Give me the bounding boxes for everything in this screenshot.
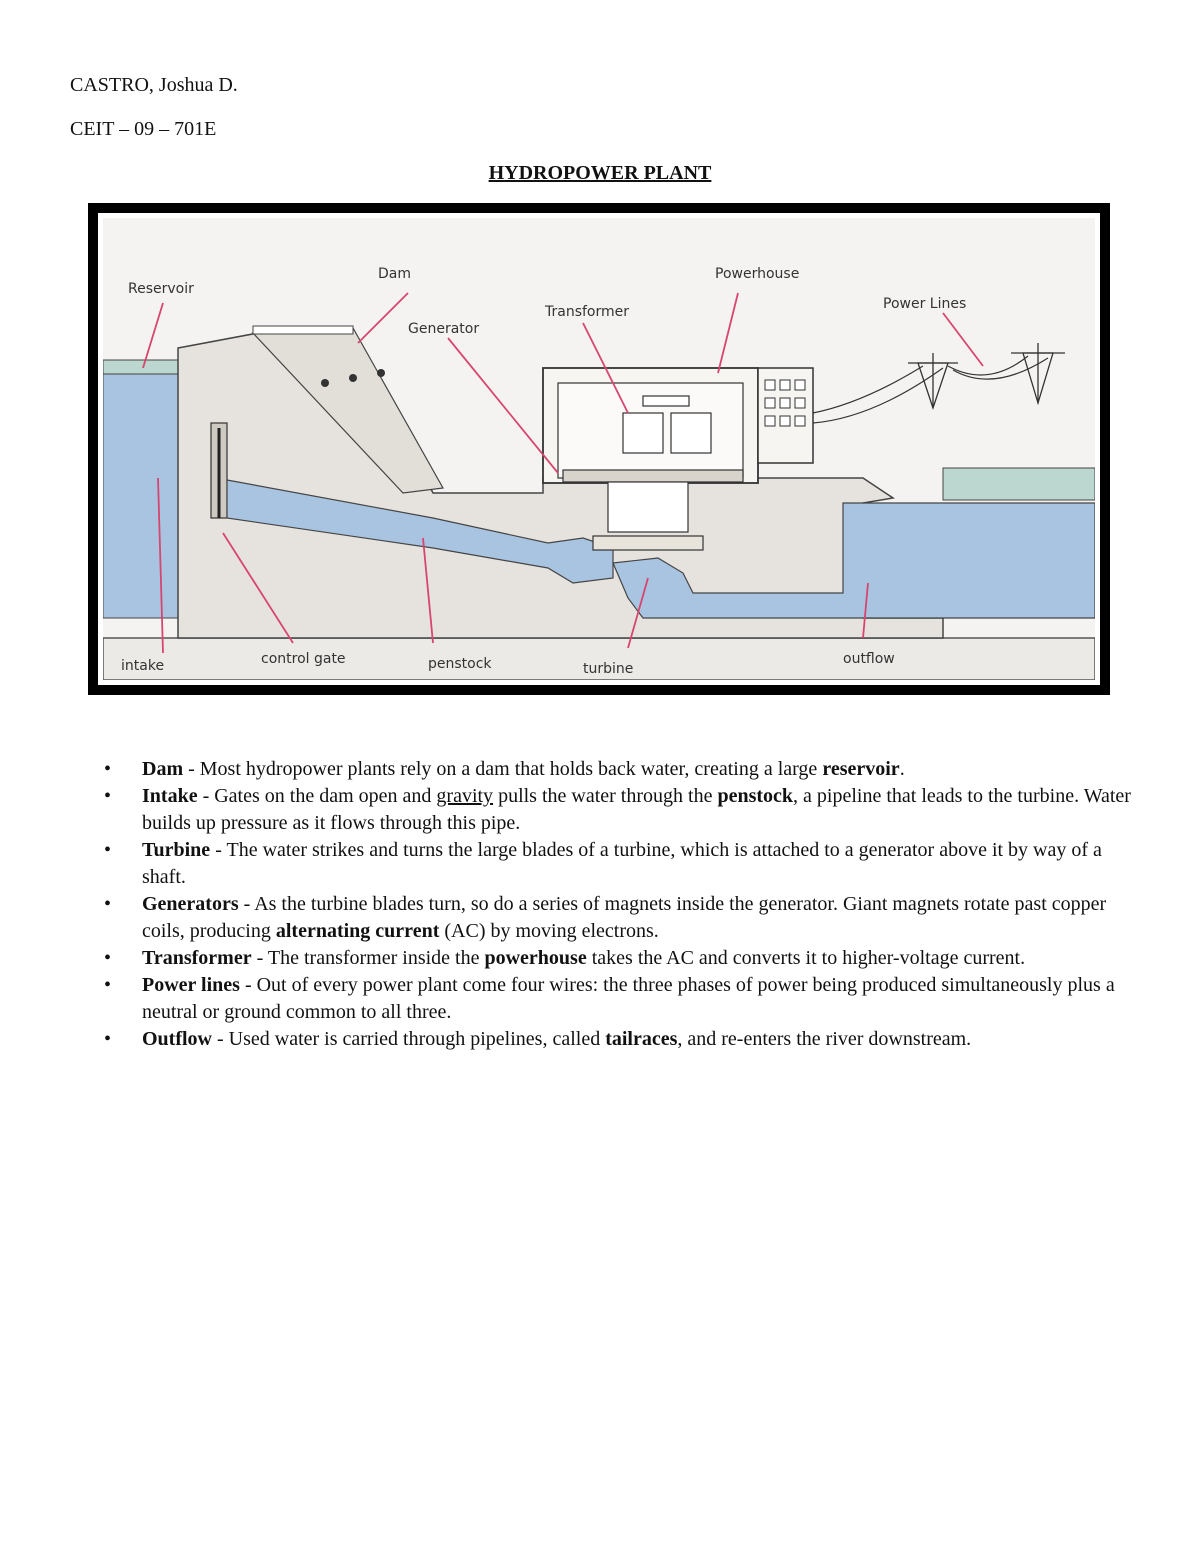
power-line [948,356,1028,375]
definition [142,974,1115,1023]
text-run: (AC) by moving electrons. [439,920,659,942]
key-term: alternating current [275,920,440,942]
text-run: . [899,758,905,780]
bullet-generators [102,891,1132,945]
definition [142,785,1131,834]
power-line [953,358,1048,379]
page-title: HYDROPOWER PLANT [488,162,712,184]
bullet-turbine [102,837,1132,891]
key-term: tailraces [605,1028,678,1050]
text-run: - Out of every power plant come four wires: the three phases of power being produced simultaneously plus a neutral or ground common to all three. [142,974,1115,1023]
bullet-dam [102,756,1132,783]
text-run: - As the turbine blades turn, so do a series of magnets inside the generator. Giant magnets rotate past copper coils, producing [142,893,1107,942]
label-penstock: penstock [428,656,492,672]
definition [183,758,905,780]
power-line [813,366,923,413]
label-reservoir: Reservoir [128,281,194,297]
term: Power lines [142,974,240,996]
spillway-hole [377,369,385,377]
author-name: CASTRO, Joshua D. [70,74,238,96]
label-generator: Generator [408,321,480,337]
text-run: - The water strikes and turns the large blades of a turbine, which is attached to a generator above it by way of a shaft. [142,839,1102,888]
label-transformer: Transformer [545,304,630,320]
label-turbine: turbine [583,661,634,677]
bullet-intake [102,783,1132,837]
turbine-blades [593,536,703,550]
label-outflow: outflow [843,651,895,667]
transformer-unit [623,413,663,453]
dam-top-railing [253,326,353,334]
bullet-outflow [102,1026,1132,1053]
spillway-hole [349,374,357,382]
bullet-transformer [102,945,1132,972]
term: Intake [142,785,198,807]
key-term: gravity [436,785,494,807]
definition [212,1028,971,1050]
label-control-gate: control gate [261,651,346,667]
transformer-top [643,396,689,406]
label-power-lines: Power Lines [883,296,967,312]
term: Outflow [142,1028,212,1050]
definitions-list [102,756,1132,1053]
text-run: - The transformer inside the [251,947,485,969]
bullet-power-lines [102,972,1132,1026]
transformer-unit [671,413,711,453]
text-run: - Used water is carried through pipelines, called [212,1028,606,1050]
course-code: CEIT – 09 – 701E [70,118,217,140]
key-term: penstock [717,785,794,807]
term: Generators [142,893,239,915]
turbine-shaft [608,482,688,532]
spillway-hole [321,379,329,387]
term: Turbine [142,839,211,861]
reservoir-water [103,368,178,618]
diagram-frame [88,203,1110,695]
definition [142,839,1102,888]
key-term: reservoir [822,758,900,780]
term: Transformer [142,947,252,969]
text-run: - Most hydropower plants rely on a dam that holds back water, creating a large [183,758,823,780]
label-intake: intake [121,658,165,674]
text-run: pulls the water through the [493,785,718,807]
hydropower-diagram [103,218,1095,680]
text-run: takes the AC and converts it to higher-voltage current. [586,947,1026,969]
key-term: powerhouse [484,947,587,969]
text-run: , and re-enters the river downstream. [677,1028,972,1050]
generator-deck [563,470,743,482]
control-panel-grid [765,380,805,426]
reservoir-surface [103,360,178,374]
definition [142,893,1106,942]
definition [252,947,1025,969]
label-dam: Dam [378,266,411,282]
text-run: , a pipeline that leads to the turbine. Water builds up pressure as it flows through this pipe. [142,785,1131,834]
power-line [813,368,943,423]
term: Dam [142,758,184,780]
river-surface [943,468,1095,500]
label-powerhouse: Powerhouse [715,266,800,282]
text-run: - Gates on the dam open and [197,785,437,807]
